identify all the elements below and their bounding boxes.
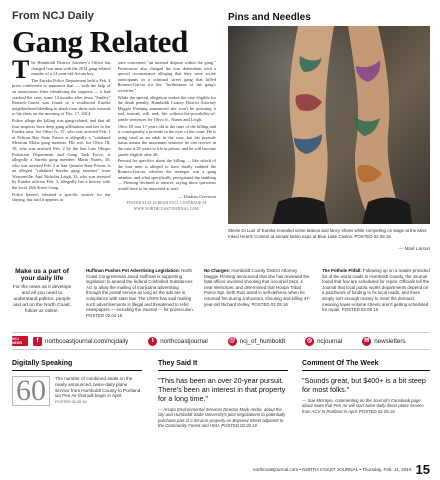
brief-body: Following up on a reader-provided list of the worst roads in Humboldt County, the Journal found that few are scheduled for repair. Officials tell the Journal that local public works departments depend on a patchwork of funding to fix local roads, and there simply isn't enough money to meet the demand, meaning lower-volume streets aren't getting scheduled for repair. POSTED 02.06.16: [322, 268, 430, 313]
stat-number: 60: [12, 376, 50, 406]
brief-item: [322, 268, 430, 318]
photo-credit: — Mark Larson: [398, 246, 430, 251]
photo-title: Pins and Needles: [228, 12, 311, 23]
digitally-speaking: [12, 360, 142, 406]
column-header: Digitally Speaking: [12, 360, 142, 371]
story-column-2: [118, 60, 217, 260]
social-label: ncj_of_humboldt: [239, 337, 286, 345]
brief-title: No Charges:: [204, 268, 231, 273]
facebook-icon: f: [33, 337, 42, 346]
brief-title: Huffman Pushes Pot Advertising Legislation:: [86, 268, 181, 273]
story-paragraph: While the special allegation makes the case eligible for the death penalty, Humboldt County District Attorney Maggie Fleming announced she won't be pursuing it and, instead, will seek life without-the-possibility-of-parole sentences for Olivo Jr., Nunes and Leigh.: [117, 94, 216, 122]
tattoo-legs-illustration: [228, 26, 430, 224]
brief-item: [86, 268, 194, 318]
quote: "Sounds great, but $400+ is a bit steep for most folks.": [302, 376, 426, 394]
social-link-instagram[interactable]: [228, 337, 285, 346]
story-paragraph: Pressed for specifics about the killing — like which of the four men is alleged to have fatally stabbed the Romero-Garcia, whether the teenager was a gang member, and what specifically precipitated the stabbing — Fleming declined to answer, saying those questions would have to be answered at trial.: [117, 158, 216, 192]
quote-attribution: — Sue McIntyre, commenting on the Journal's Facebook page about news that Pen Air will start twice-daily direct plane service from ACV to Portland in April. POSTED 02.05.16: [302, 398, 424, 414]
social-link-newsletters[interactable]: [362, 337, 405, 346]
promo-body: For the news as it develops and all you need to understand politics, people and art on the North Coast, follow us online.: [12, 284, 72, 314]
brief-item: [204, 268, 312, 318]
promo-title: Make us a part of your daily life: [15, 268, 69, 283]
news-logo: NCJ NEWS: [12, 336, 28, 346]
news-briefs: [86, 268, 430, 318]
brief-title: The Pothole Pitfall:: [322, 268, 362, 273]
story-column-1: [12, 60, 111, 260]
social-bar: [12, 332, 430, 350]
column-header: They Said It: [158, 360, 288, 371]
section-label: From NCJ Daily: [12, 10, 94, 22]
comment-of-the-week: [302, 360, 430, 414]
photo-caption: Stevie Di Luor of Eureka revealed some tattoos and fancy shoes while competing on stage at the Miss Inked Hearts Contest at annual tattoo expo at Blue Lake Casino. POSTED 02.08.16: [228, 228, 427, 239]
story-paragraph: Police allege the killing was gang-related, and that all four suspects have deep gang affiliations and ties to the Eureka area. Joe Olivo Jr., 37, who was arrested Feb. 1 at Pelican Bay State Prison is allegedly a "validated Mexican Mafia gang member. His son, Joe Olivo III, 18, who was arrested Feb. 2 by the San Luis Obispo Probation Department and Gang Task Force, is allegedly a Sureño gang member. Mario Nunes, 30, who was arrested Feb. 2 at San Quentin State Prison, is an alleged "validated Sureño gang member" from Watsonville. And Nicholas Leigh, 33, who was arrested by Eureka officers Feb. 3, allegedly has a history with the local 18th Street Gang.: [12, 117, 111, 191]
mail-icon: ✉: [364, 338, 370, 344]
byline: — Thadeus Greenson: [178, 193, 216, 199]
story-paragraph: Police haven't released a specific motive for the slaying, but said it appears to: [12, 191, 111, 203]
social-link-twitter[interactable]: [148, 337, 207, 346]
story: [12, 60, 216, 260]
footer-text: northcoastjournal.com • NORTH COAST JOURNAL • Thursday, Feb. 11, 2016: [252, 467, 412, 472]
social-link-pinterest[interactable]: [305, 337, 342, 346]
quote-attribution: — Arcata Environmental Services Director Mark Andre, about the city and Humboldt State University's joint negotiations to potentially purchase part of a 58-acre property on Bayview Street adjacent to the Community Forest and HSU. POSTED 02.03.16: [158, 407, 286, 429]
they-said-it: [158, 360, 288, 429]
pinterest-icon: ◎: [306, 338, 313, 344]
story-paragraph: The Eureka Police Department held a Feb. 4 press conference to announce that — with the help of an anonymous letter identifying the suspects — it had cracked the case, some 14 months after Jesus "Smiley" Romero-Garcia was found in a residential Eureka neighborhood bleeding to death from three stab wounds to his chest on the morning of Dec. 17, 2014.: [12, 77, 111, 117]
social-label: ncjournal: [317, 337, 343, 345]
brief-body: Humboldt County District Attorney Maggie Fleming announced that she has reviewed the fatal officer-involved shooting that occurred Sept. 4 near Weitchpec and determined that Hoopa Tribal Police Sgt. Seth Ruiz acted in self-defense when he returned fire during a shootout, shooting and killing 47-year-old Richard Kelley. POSTED 02.05.16: [204, 268, 311, 307]
posted-note[interactable]: POSTED 02.05.16 READ FULL COVERAGE AT WWW.NORTHCOASTJOURNAL.COM.: [126, 201, 207, 211]
headline: Gang Related: [12, 24, 188, 59]
story-paragraph: have concerned "an internal dispute within the gang." Prosecutors also charged the four defendants with a special circumstance alleging that they were active participants in a criminal street gang that killed Romero-Garcia for the "furtherance of the gang's activities.": [117, 60, 216, 93]
page-footer: [253, 462, 430, 477]
posted-note: POSTED 02.05.16: [55, 400, 87, 405]
stat-text: The number of combined seats on the newly announced, twice-daily plane service from Humboldt County to Portland via Pen Air that will begin in April.: [55, 376, 141, 399]
column-header: Comment Of The Week: [302, 360, 430, 371]
instagram-icon: @: [229, 338, 236, 344]
story-paragraph: The Humboldt District Attorney's Office has charged four men with the 2014 gang-related murder of a 14-year-old Arcata boy.: [12, 60, 111, 84]
social-label: northcoastjournal.com/ncjdaily: [45, 337, 129, 345]
social-link-website[interactable]: [33, 337, 128, 346]
social-label: northcoastjournal: [160, 337, 208, 345]
page-number: 15: [415, 462, 430, 477]
photo[interactable]: [228, 26, 430, 224]
quote: "This has been an over 20-year pursuit. There's been an interest in that property for a long time.": [158, 376, 286, 403]
twitter-icon: t: [148, 337, 157, 346]
dropcap: T: [12, 60, 30, 84]
follow-promo: [12, 268, 72, 315]
brief-body: North Coast Congressman Jared Huffman is supporting legislation to amend the federal Controlled Substances Act to allow the mailing of marijuana advertising through the postal service as long as the ads are in compliance with state law. The USPS has said mailing such advertisements is illegal and threatened to refer newspapers — including the Journal — for prosecution. POSTED 02.04.16: [86, 268, 194, 318]
digitally-row: [12, 376, 142, 406]
social-label: newsletters: [374, 337, 406, 345]
story-paragraph: Olivo III was 17 years old at the time of the killing and is consequently a juvenile in the eyes of the court. He is being tried as an adult in the case, but his juvenile status means the maximum sentence he can receive in the case is 25 years to life in prison, and he will become parole eligible after 20.: [117, 123, 216, 157]
